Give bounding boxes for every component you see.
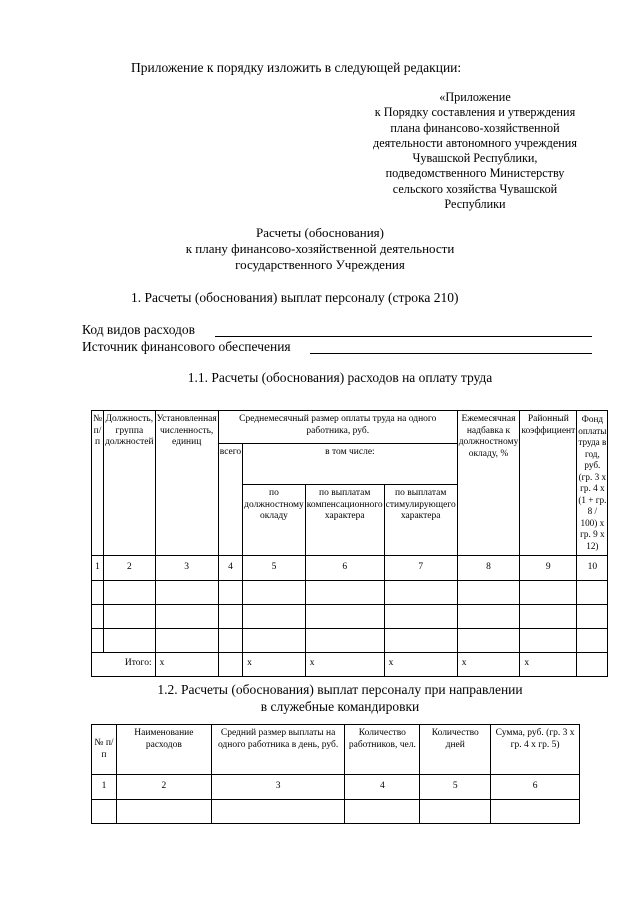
header-by-salary: по должностному окладу	[243, 485, 306, 556]
header-avg-salary: Среднемесячный размер оплаты труда на одного работника, руб.	[218, 411, 457, 444]
travel-table	[91, 724, 580, 824]
appendix-header	[360, 90, 590, 212]
col-number: 5	[420, 775, 491, 800]
header-num: № п/п	[92, 411, 104, 556]
salary-table	[91, 410, 608, 677]
subsection-1-1-heading: 1.1. Расчеты (обоснования) расходов на оплату труда	[187, 370, 493, 385]
section-1-heading: 1. Расчеты (обоснования) выплат персоналу (строка 210)	[131, 290, 459, 305]
column-numbers-row	[92, 775, 580, 800]
table-row	[92, 580, 608, 604]
col-number: 5	[243, 556, 306, 581]
total-x: x	[520, 652, 577, 676]
expense-code-field	[82, 322, 592, 339]
col-number: 6	[491, 775, 580, 800]
col-number: 4	[218, 556, 242, 581]
total-x: x	[384, 652, 457, 676]
col-number: 10	[577, 556, 608, 581]
appendix-line: подведомственного Министерству	[385, 166, 565, 181]
expense-code-label: Код видов расходов	[82, 322, 196, 337]
col-number: 7	[384, 556, 457, 581]
subsection-1-2-line: 1.2. Расчеты (обоснования) выплат персоналу при направлении	[157, 682, 523, 697]
header-regional: Районный коэффициент	[520, 411, 577, 556]
header-headcount: Установленная численность, единиц	[155, 411, 218, 556]
header-daily-payment: Средний размер выплаты на одного работника в день, руб.	[211, 725, 345, 775]
col-number: 3	[211, 775, 345, 800]
total-x: x	[305, 652, 384, 676]
header-days: Количество дней	[420, 725, 491, 775]
appendix-line: Чувашской Республики,	[412, 151, 538, 166]
total-label: Итого:	[92, 652, 156, 676]
appendix-line: сельского хозяйства Чувашской	[392, 181, 558, 196]
col-number: 6	[305, 556, 384, 581]
table-row	[92, 604, 608, 628]
col-number: 2	[104, 556, 156, 581]
header-fund: Фонд оплаты труда в год, руб. (гр. 3 x гр. 4 x (1 + гр. 8 / 100) x гр. 9 x 12)	[577, 411, 608, 556]
funding-source-field	[82, 339, 592, 356]
title-line: государственного Учреждения	[235, 257, 405, 272]
appendix-line: плана финансово-хозяйственной	[390, 120, 560, 135]
funding-source-label: Источник финансового обеспечения	[82, 339, 291, 354]
total-x: x	[155, 652, 218, 676]
header-compensation: по выплатам компенсационного характера	[305, 485, 384, 556]
intro-text: Приложение к порядку изложить в следующей редакции:	[131, 60, 462, 75]
appendix-line: деятельности автономного учреждения	[373, 135, 577, 150]
header-incentive: по выплатам стимулирующего характера	[384, 485, 457, 556]
title-line: Расчеты (обоснования)	[256, 225, 384, 240]
header-num: № п/п	[92, 725, 117, 775]
header-position: Должность, группа должностей	[104, 411, 156, 556]
appendix-line: Республики	[444, 197, 506, 212]
header-sum: Сумма, руб. (гр. 3 x гр. 4 x гр. 5)	[491, 725, 580, 775]
subsection-1-2-heading	[90, 681, 590, 715]
total-row	[92, 652, 608, 676]
col-number: 2	[116, 775, 211, 800]
col-number: 1	[92, 556, 104, 581]
column-numbers-row	[92, 556, 608, 581]
header-total: всего	[218, 444, 242, 556]
header-expense-name: Наименование расходов	[116, 725, 211, 775]
col-number: 3	[155, 556, 218, 581]
col-number: 4	[345, 775, 420, 800]
header-including: в том числе:	[243, 444, 458, 485]
col-number: 9	[520, 556, 577, 581]
header-monthly-bonus: Ежемесячная надбавка к должностному окладу, %	[457, 411, 520, 556]
funding-source-line	[310, 353, 592, 354]
table-row	[92, 799, 580, 823]
document-title	[100, 225, 540, 273]
title-line: к плану финансово-хозяйственной деятельности	[185, 241, 455, 256]
total-x: x	[243, 652, 306, 676]
total-x: x	[457, 652, 520, 676]
table-row	[92, 628, 608, 652]
header-employees: Количество работников, чел.	[345, 725, 420, 775]
appendix-line: «Приложение	[439, 90, 511, 104]
appendix-line: к Порядку составления и утверждения	[374, 105, 576, 120]
col-number: 1	[92, 775, 117, 800]
expense-code-line	[215, 336, 592, 337]
subsection-1-2-line: в служебные командировки	[260, 699, 420, 714]
col-number: 8	[457, 556, 520, 581]
